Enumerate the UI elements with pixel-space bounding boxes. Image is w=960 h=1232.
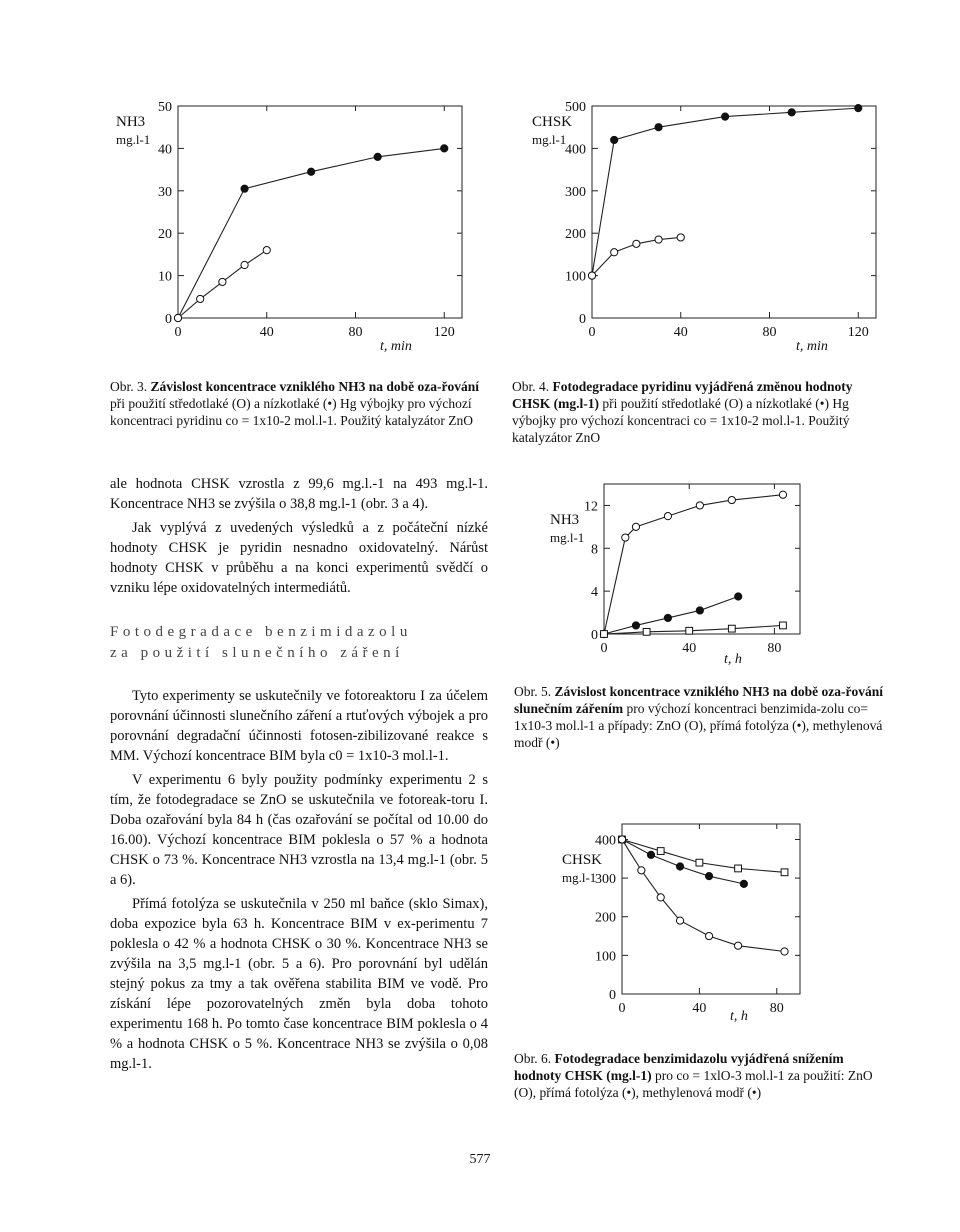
fig5-xlabel: t, h	[724, 652, 742, 667]
paragraph-5: Přímá fotolýza se uskutečnila v 250 ml baňce (sklo Simax), doba expozice byla 63 h. Koncentrace BIM v ex-perimentu 7 poklesla o 42 % a hodnota CHSK o 30 %. Koncentrace NH3 se zvýšila na 3,5 mg.l-1 (obr. 5 a 6). Pro porovnání byl udělán stejný pokus za tmy a tak ověřena stabilita BIM ve vodě. Pro získání lépe pozorovatelných změn byla doba tohoto experimentu 168 h. Po tomto čase koncentrace BIM poklesla o 4 % a hodnota CHSK o 5 %. Koncentrace NH3 se zvýšila o 0,08 mg.l-1.	[110, 896, 488, 1072]
fig5-xtick-label: 0	[600, 641, 608, 656]
fig5-ytick-label: 4	[591, 585, 598, 601]
fig6-ylabel-1: CHSK	[562, 852, 603, 868]
fig5-caption-label: Obr. 5.	[514, 684, 552, 699]
paragraph-2: Jak vyplývá z uvedených výsledků a z počáteční nízké hodnoty CHSK je pyridin nesnadno oxidovatelný. Nárůst hodnoty CHSK v průběhu a na konci experimentů svědčí o vzniku lépe oxidovatelných intermediátů.	[110, 520, 488, 596]
fig4-xtick-label: 120	[847, 325, 869, 340]
fig5-caption-bold: Závislost koncentrace vzniklého NH3 na době oza-řování slunečním zářením	[514, 684, 884, 716]
fig6-frame	[622, 824, 800, 994]
fig4-ytick-label: 300	[565, 184, 586, 200]
fig3-point-filled	[241, 185, 248, 192]
fig4-point-open	[633, 240, 640, 247]
fig6-point-square	[735, 865, 742, 872]
fig3-point-filled	[374, 153, 381, 160]
fig5-point-square	[780, 622, 787, 629]
fig3-caption-bold: Závislost koncentrace vzniklého NH3 na době oza-řování	[150, 379, 480, 394]
fig6-point-open	[676, 917, 683, 924]
fig5-point-open	[696, 502, 703, 509]
fig6-ytick-label: 0	[609, 988, 616, 1003]
fig4-point-open	[677, 234, 684, 241]
fig4-point-open	[611, 249, 618, 256]
fig4-point-filled	[788, 109, 795, 116]
paragraph-3: Tyto experimenty se uskutečnily ve fotoreaktoru I za účelem porovnání účinnosti slunečního záření a rtuťových výbojek a pro porovnání degradační účinnosti fotosen-zibilizované reakce s MM. Výchozí koncentrace BIM byla c0 = 1x10-3 mol.l-1.	[110, 688, 488, 764]
fig5-ylabel-1: NH3	[550, 512, 580, 528]
section-heading-line-2: za použití slunečního záření	[110, 645, 404, 661]
fig5-ytick-label: 8	[591, 542, 598, 558]
fig3-point-filled	[308, 168, 315, 175]
fig3-xtick-label: 0	[174, 325, 182, 340]
fig5-xtick-label: 40	[682, 641, 697, 656]
fig3-point-open	[174, 314, 181, 321]
fig6-ytick-label: 200	[595, 910, 616, 926]
fig4-caption	[512, 378, 892, 446]
fig6-point-open	[657, 894, 664, 901]
fig5-ytick-label: 12	[584, 499, 598, 515]
body-column	[110, 474, 488, 1078]
fig5-point-square	[643, 628, 650, 635]
fig6-series-line-0	[622, 839, 785, 872]
fig3-caption	[110, 378, 490, 429]
fig3-xtick-label: 40	[259, 325, 274, 340]
fig3-ytick-label: 30	[158, 184, 172, 200]
fig3-frame	[178, 106, 462, 318]
fig3-point-open	[197, 295, 204, 302]
fig4-point-filled	[722, 113, 729, 120]
fig4-ytick-label: 200	[565, 227, 586, 243]
fig6-point-filled	[705, 873, 712, 880]
fig4-point-filled	[655, 124, 662, 131]
paragraph-4: V experimentu 6 byly použity podmínky experimentu 2 s tím, že fotodegradace se ZnO se uskutečnila ve fotoreak-toru I. Doba ozařování byla 84 h (čas ozařování se počítal od 10.00 do 16.00). Výchozí koncentrace BIM poklesla o 57 % a hodnota CHSK o 73 %. Koncentrace NH3 vzrostla na 13,4 mg.l-1 (obr. 5 a 6).	[110, 772, 488, 888]
fig6-series-line-1	[622, 839, 744, 883]
fig5-series-line-1	[604, 597, 738, 635]
fig4-point-filled	[611, 136, 618, 143]
fig4-xtick-label: 40	[673, 325, 688, 340]
fig6-chart	[540, 810, 820, 1030]
paragraph-1: ale hodnota CHSK vzrostla z 99,6 mg.l.-1 na 493 mg.l-1. Koncentrace NH3 se zvýšila o 38,8 mg.l-1 (obr. 3 a 4).	[110, 476, 488, 512]
fig5-point-open	[632, 523, 639, 530]
fig3-ylabel-1: NH3	[116, 114, 146, 130]
fig5-ytick-label: 0	[591, 628, 598, 643]
fig3-ytick-label: 50	[158, 100, 172, 115]
fig3-point-open	[241, 261, 248, 268]
fig6-point-open	[618, 836, 625, 843]
fig6-point-open	[638, 867, 645, 874]
fig6-point-filled	[647, 851, 654, 858]
fig6-point-square	[696, 859, 703, 866]
fig6-xtick-label: 0	[618, 1001, 626, 1016]
fig5-caption	[514, 683, 894, 751]
fig5-point-square	[686, 627, 693, 634]
fig5-point-filled	[735, 593, 742, 600]
fig4-ylabel-2: mg.l-1	[532, 132, 567, 147]
fig6-xlabel: t, h	[730, 1009, 748, 1024]
fig5-point-filled	[664, 614, 671, 621]
fig5-xtick-label: 80	[767, 641, 782, 656]
fig5-point-square	[728, 625, 735, 632]
fig4-caption-label: Obr. 4.	[512, 379, 550, 394]
fig3-point-filled	[441, 145, 448, 152]
fig3-ylabel-2: mg.l-1	[116, 132, 151, 147]
fig3-xtick-label: 80	[348, 325, 363, 340]
fig4-ytick-label: 100	[565, 269, 586, 285]
fig6-point-open	[734, 942, 741, 949]
fig4-series-line-0	[592, 108, 858, 275]
fig3-point-open	[219, 278, 226, 285]
fig5-point-open	[664, 513, 671, 520]
fig6-caption-label: Obr. 6.	[514, 1051, 552, 1066]
fig3-ytick-label: 0	[165, 312, 172, 327]
fig4-point-open	[588, 272, 595, 279]
fig4-xtick-label: 0	[588, 325, 596, 340]
fig3-chart	[100, 90, 480, 360]
fig6-xtick-label: 80	[769, 1001, 784, 1016]
fig4-point-filled	[855, 105, 862, 112]
fig3-xtick-label: 120	[433, 325, 455, 340]
fig5-chart	[540, 470, 820, 670]
fig4-xtick-label: 80	[762, 325, 777, 340]
fig5-point-square	[601, 631, 608, 638]
fig6-ytick-label: 100	[595, 949, 616, 965]
fig3-xlabel: t, min	[380, 339, 412, 354]
fig6-ytick-label: 400	[595, 833, 616, 849]
fig5-point-filled	[696, 607, 703, 614]
fig4-point-open	[655, 236, 662, 243]
fig3-ytick-label: 40	[158, 142, 172, 158]
fig5-point-open	[779, 491, 786, 498]
fig4-ylabel-1: CHSK	[532, 114, 573, 130]
fig5-series-line-0	[604, 495, 783, 634]
fig6-ylabel-2: mg.l-1	[562, 870, 597, 885]
fig5-point-open	[728, 496, 735, 503]
fig6-caption-rest: pro co = 1xlO-3 mol.l-1 za použití: ZnO (O), přímá fotolýza (•), methylenová modř (•)	[514, 1068, 873, 1100]
fig6-series-line-2	[622, 839, 785, 951]
fig3-caption-rest: při použití středotlaké (O) a nízkotlaké (•) Hg výbojky pro výchozí koncentraci pyridinu co = 1x10-2 mol.l-1. Použitý katalyzátor ZnO	[110, 396, 474, 428]
fig4-ytick-label: 500	[565, 100, 586, 115]
fig3-caption-label: Obr. 3.	[110, 379, 148, 394]
fig5-point-filled	[632, 622, 639, 629]
fig3-ytick-label: 10	[158, 269, 172, 285]
fig4-caption-rest: při použití středotlaké (O) a nízkotlaké (•) Hg výbojky pro výchozí koncentraci co = 1x10-2 mol.l-1. Použitý katalyzátor ZnO	[512, 396, 850, 445]
fig6-point-filled	[740, 880, 747, 887]
section-heading-line-1: Fotodegradace benzimidazolu	[110, 624, 412, 640]
fig5-caption-rest: pro výchozí koncentraci benzimida-zolu co= 1x10-3 mol.l-1 a případy: ZnO (O), přímá fotolýza (•), methylenová modř (•)	[514, 701, 883, 750]
fig5-ylabel-2: mg.l-1	[550, 530, 585, 545]
fig6-point-square	[781, 869, 788, 876]
fig6-point-open	[705, 932, 712, 939]
fig5-point-open	[622, 534, 629, 541]
fig6-point-filled	[676, 863, 683, 870]
fig3-point-open	[263, 247, 270, 254]
fig4-frame	[592, 106, 876, 318]
fig4-xlabel: t, min	[796, 339, 828, 354]
fig6-ytick-label: 300	[595, 872, 616, 888]
fig6-point-open	[781, 948, 788, 955]
fig4-chart	[510, 90, 890, 360]
fig3-ytick-label: 20	[158, 227, 172, 243]
page-number: 577	[469, 1152, 491, 1167]
fig6-point-square	[657, 848, 664, 855]
fig6-caption	[514, 1050, 894, 1101]
fig6-caption-bold: Fotodegradace benzimidazolu vyjádřená snížením hodnoty CHSK (mg.l-1)	[514, 1051, 844, 1083]
fig4-ytick-label: 400	[565, 142, 586, 158]
fig4-ytick-label: 0	[579, 312, 586, 327]
fig6-xtick-label: 40	[692, 1001, 707, 1016]
fig4-caption-bold: Fotodegradace pyridinu vyjádřená změnou hodnoty CHSK (mg.l-1)	[512, 379, 853, 411]
